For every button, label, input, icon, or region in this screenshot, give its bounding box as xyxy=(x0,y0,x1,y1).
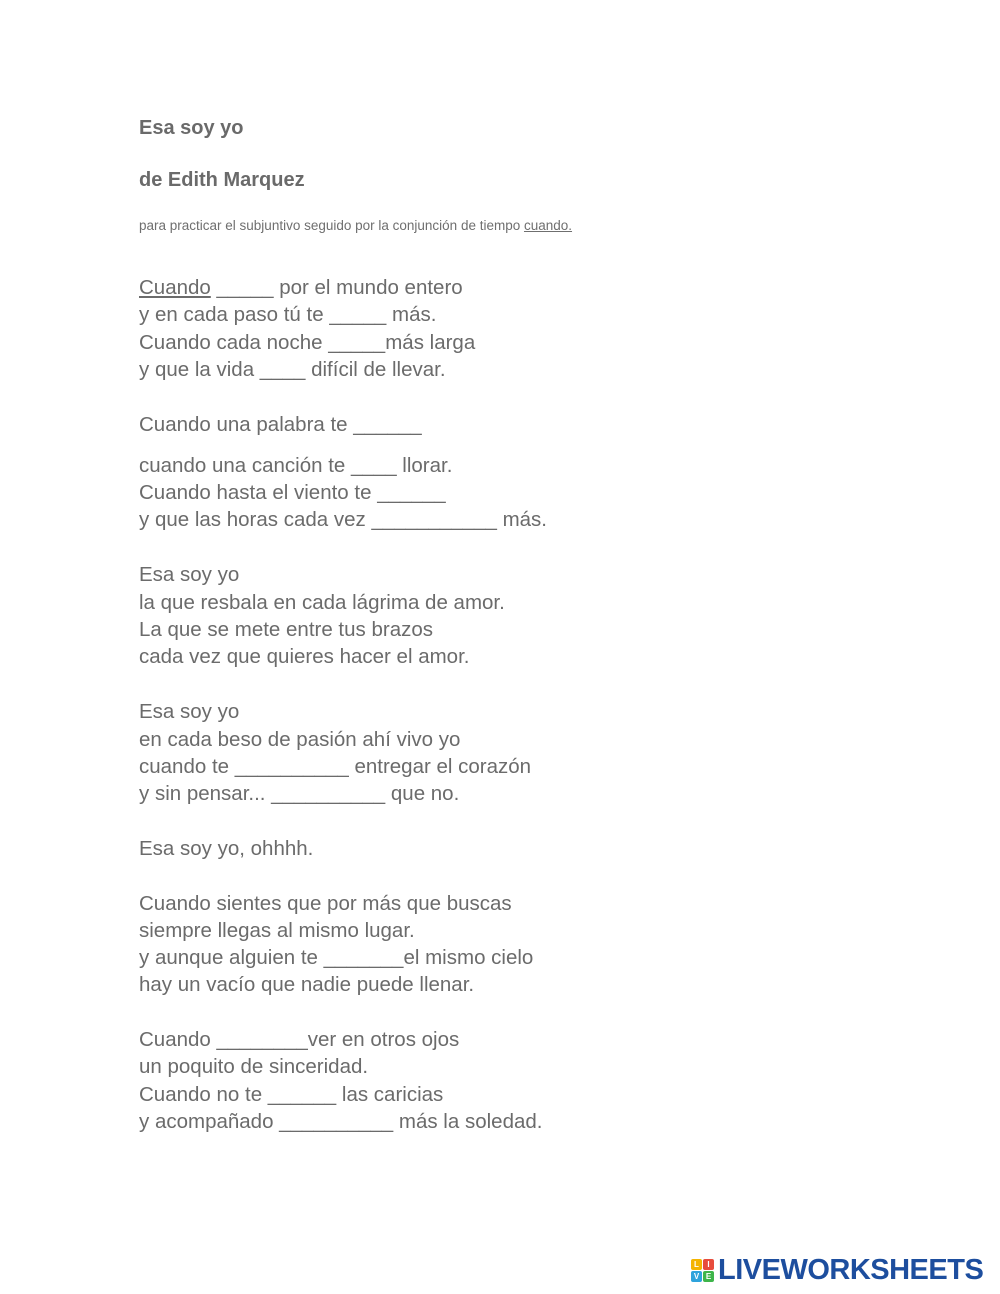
lyric-text: Cuando una palabra te ______ xyxy=(139,413,422,436)
lyric-text: Cuando no te ______ las caricias xyxy=(139,1083,444,1106)
lyric-line xyxy=(139,1055,368,1079)
worksheet-title: Esa soy yo xyxy=(139,117,244,139)
lyric-line xyxy=(139,755,531,779)
lyric-text: siempre llegas al mismo lugar. xyxy=(139,919,415,942)
lyric-line xyxy=(139,303,436,327)
lyric-line xyxy=(139,481,446,505)
lyric-text: y en cada paso tú te _____ más. xyxy=(139,303,437,326)
lyric-line xyxy=(139,358,446,382)
lyric-text: Cuando sientes que por más que buscas xyxy=(139,892,512,915)
logo-letter-v: V xyxy=(691,1271,702,1282)
lyric-text: la que resbala en cada lágrima de amor. xyxy=(139,591,505,614)
lyric-line xyxy=(139,454,452,478)
lyric-text: en cada beso de pasión ahí vivo yo xyxy=(139,728,461,751)
logo-icon xyxy=(691,1259,714,1282)
lyric-text: Cuando ________ver en otros ojos xyxy=(139,1028,460,1051)
lyric-line xyxy=(139,413,422,437)
lyric-line xyxy=(139,276,463,300)
lyric-text: un poquito de sinceridad. xyxy=(139,1055,369,1078)
lyric-line xyxy=(139,1110,542,1134)
instructions-keyword: cuando. xyxy=(523,218,573,233)
author-line: de Edith Marquez xyxy=(139,169,305,191)
lyric-text: Cuando hasta el viento te ______ xyxy=(139,481,446,504)
lyric-line xyxy=(139,946,533,970)
lyric-line xyxy=(139,618,433,642)
lyric-text: y que la vida ____ difícil de llevar. xyxy=(139,358,446,381)
lyric-text: y acompañado __________ más la soledad. xyxy=(139,1110,543,1133)
lyric-text: Esa soy yo xyxy=(139,563,240,586)
lyric-line xyxy=(139,973,474,997)
lyric-text: cuando te __________ entregar el corazón xyxy=(139,755,532,778)
lyric-line xyxy=(139,1083,443,1107)
logo-text: LIVEWORKSHEETS xyxy=(718,1253,984,1286)
liveworksheets-logo xyxy=(691,1255,983,1285)
lyric-text: Esa soy yo, ohhhh. xyxy=(139,837,314,860)
lyric-text: y sin pensar... __________ que no. xyxy=(139,782,460,805)
lyric-text: cuando una canción te ____ llorar. xyxy=(139,454,453,477)
underlined-keyword: Cuando xyxy=(139,276,211,299)
lyric-text: Cuando cada noche _____más larga xyxy=(139,331,476,354)
lyric-text: y que las horas cada vez ___________ más. xyxy=(139,508,547,531)
lyric-text: hay un vacío que nadie puede llenar. xyxy=(139,973,475,996)
lyric-line xyxy=(139,331,475,355)
lyric-line xyxy=(139,1028,459,1052)
logo-letter-i: I xyxy=(703,1259,714,1270)
lyric-line xyxy=(139,919,415,943)
lyric-line xyxy=(139,645,469,669)
instructions-text: para practicar el subjuntivo seguido por la conjunción de tiempo xyxy=(139,218,524,233)
lyric-line xyxy=(139,728,460,752)
logo-letter-e: E xyxy=(703,1271,714,1282)
lyric-line xyxy=(139,508,547,532)
lyric-line xyxy=(139,700,239,724)
lyric-line xyxy=(139,563,239,587)
lyric-line xyxy=(139,782,459,806)
lyric-text: y aunque alguien te _______el mismo cielo xyxy=(139,946,534,969)
logo-letter-l: L xyxy=(691,1259,702,1270)
lyric-text: Esa soy yo xyxy=(139,700,240,723)
lyric-line xyxy=(139,591,505,615)
lyric-line xyxy=(139,837,313,861)
lyric-line xyxy=(139,892,512,916)
instructions xyxy=(139,218,572,233)
lyric-text: cada vez que quieres hacer el amor. xyxy=(139,645,470,668)
lyric-text: La que se mete entre tus brazos xyxy=(139,618,434,641)
lyric-text: _____ por el mundo entero xyxy=(210,276,463,299)
